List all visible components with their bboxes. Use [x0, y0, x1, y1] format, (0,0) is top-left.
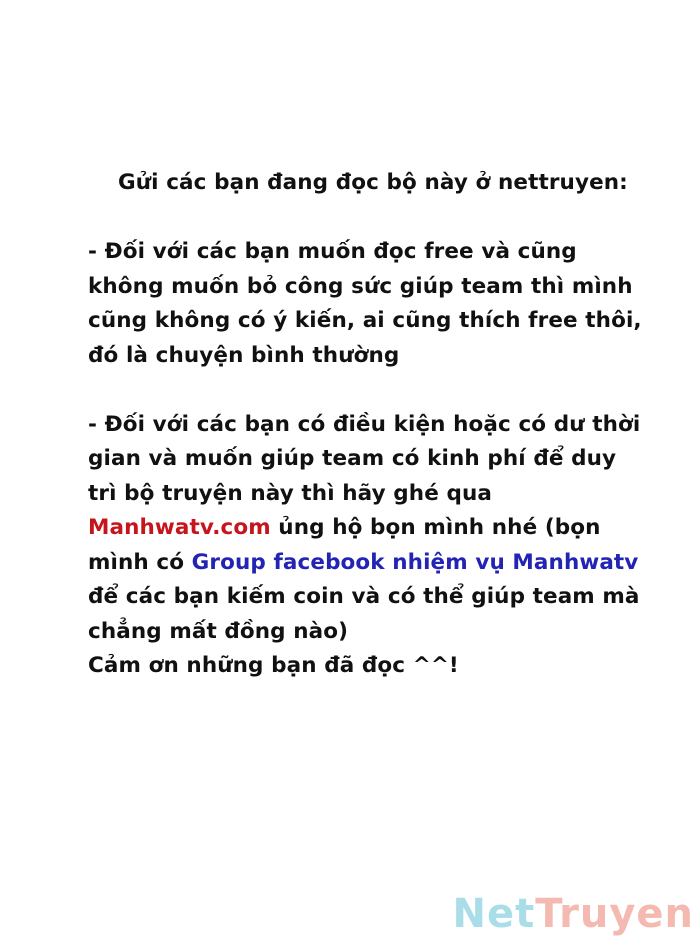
nettruyen-watermark-logo — [452, 891, 694, 937]
paragraph1-line: không muốn bỏ công sức giúp team thì mình — [88, 273, 633, 299]
notice-heading: Gửi các bạn đang đọc bộ này ở nettruyen: — [118, 170, 628, 195]
paragraph2-line: chẳng mất đồng nào) — [88, 618, 349, 644]
manhwatv-site-link[interactable]: Manhwatv.com — [88, 515, 271, 540]
paragraph2-line: trì bộ truyện này thì hãy ghé qua — [88, 480, 492, 506]
notice-text-block — [88, 166, 648, 684]
paragraph2-line: - Đối với các bạn có điều kiện hoặc có dư thời — [88, 411, 641, 437]
paragraph2-line-with-site-link — [88, 511, 648, 546]
watermark-truyen: Truyen — [535, 891, 694, 937]
watermark-net: Net — [452, 891, 536, 937]
paragraph2-line: gian và muốn giúp team có kinh phí để duy — [88, 446, 617, 471]
paragraph-spacer — [88, 201, 648, 236]
paragraph2-line: để các bạn kiếm coin và có thể giúp team mà — [88, 584, 640, 609]
paragraph-spacer — [88, 373, 648, 408]
paragraph1-line: - Đối với các bạn muốn đọc free và cũng — [88, 239, 577, 264]
facebook-group-link[interactable]: Group facebook nhiệm vụ Manhwatv — [191, 549, 639, 575]
paragraph1-line: đó là chuyện bình thường — [88, 342, 400, 368]
paragraph1-line: cũng không có ý kiến, ai cũng thích free thôi, — [88, 308, 642, 333]
paragraph2-text: mình có — [88, 549, 192, 575]
paragraph2-line-with-group-link — [88, 546, 648, 581]
paragraph2-text: ủng hộ bọn mình nhé (bọn — [270, 515, 601, 540]
thanks-line: Cảm ơn những bạn đã đọc ^^! — [88, 653, 459, 678]
